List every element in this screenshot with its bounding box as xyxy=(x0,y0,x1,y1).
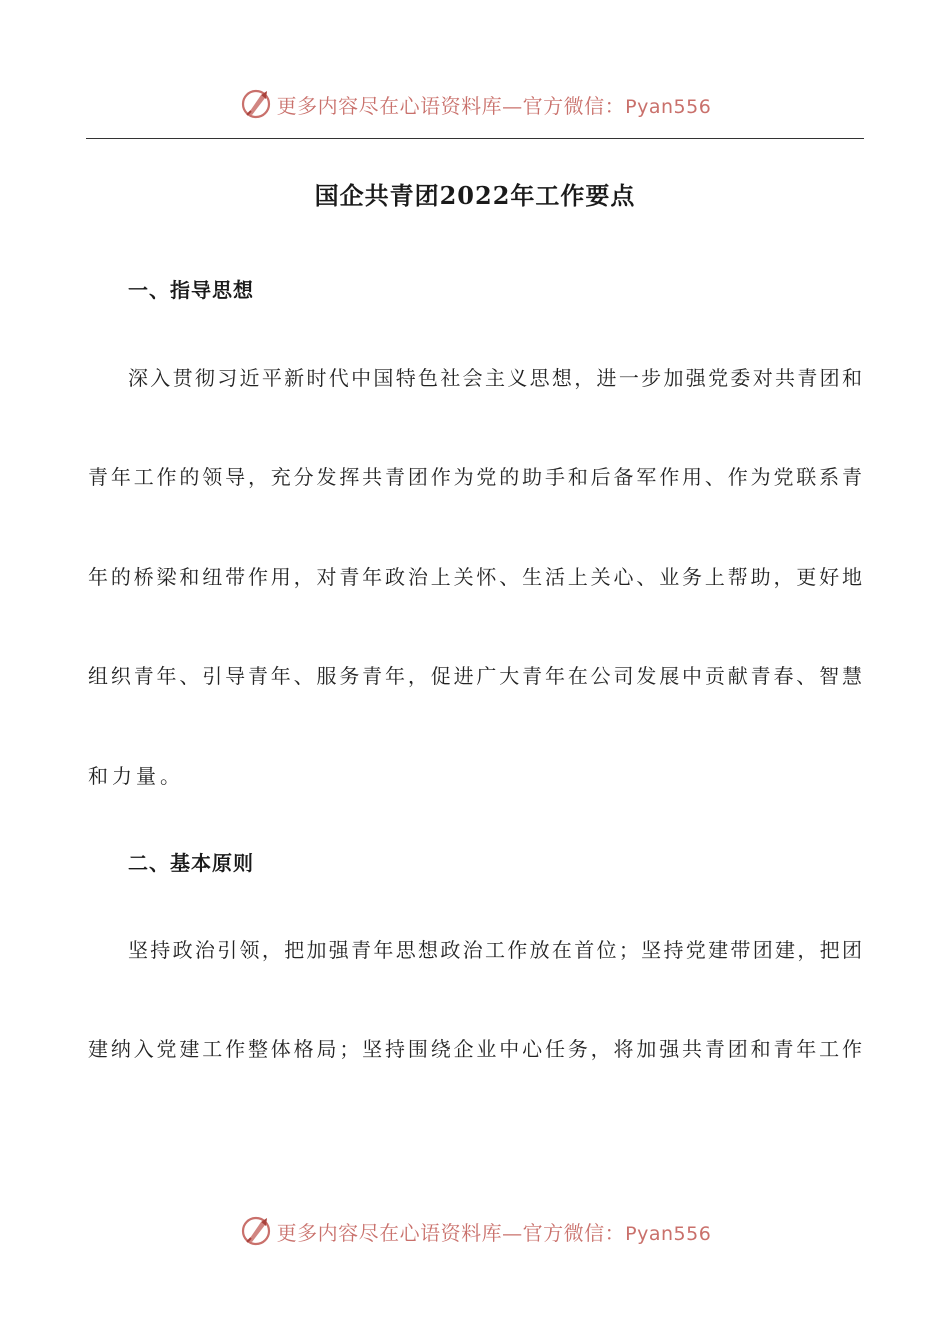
paragraph-line: 坚持政治引领，把加强青年思想政治工作放在首位；坚持党建带团建，把团 xyxy=(128,938,862,962)
section-heading-guiding-thought: 一、指导思想 xyxy=(128,278,254,302)
paragraph-line: 组织青年、引导青年、服务青年，促进广大青年在公司发展中贡献青春、智慧 xyxy=(88,664,862,688)
quill-pen-icon xyxy=(239,1214,273,1248)
paragraph-line: 年的桥梁和纽带作用，对青年政治上关怀、生活上关心、业务上帮助，更好地 xyxy=(88,565,862,589)
section-heading-basic-principles: 二、基本原则 xyxy=(128,851,254,875)
footer-banner xyxy=(0,1211,950,1251)
banner-text: 更多内容尽在心语资料库—官方微信：Pyan556 xyxy=(276,93,712,118)
paragraph-line: 深入贯彻习近平新时代中国特色社会主义思想，进一步加强党委对共青团和 xyxy=(128,366,862,390)
paragraph-line: 和力量。 xyxy=(88,764,184,788)
paragraph-line: 青年工作的领导，充分发挥共青团作为党的助手和后备军作用、作为党联系青 xyxy=(88,465,862,489)
banner-text: 更多内容尽在心语资料库—官方微信：Pyan556 xyxy=(276,1220,712,1245)
wechat-id: Pyan556 xyxy=(625,1222,712,1245)
document-title: 国企共青团2022年工作要点 xyxy=(314,181,636,210)
quill-pen-icon xyxy=(239,87,273,121)
wechat-id: Pyan556 xyxy=(625,95,712,118)
header-divider xyxy=(86,138,864,139)
header-banner xyxy=(0,84,950,124)
paragraph-line: 建纳入党建工作整体格局；坚持围绕企业中心任务，将加强共青团和青年工作 xyxy=(88,1037,862,1061)
